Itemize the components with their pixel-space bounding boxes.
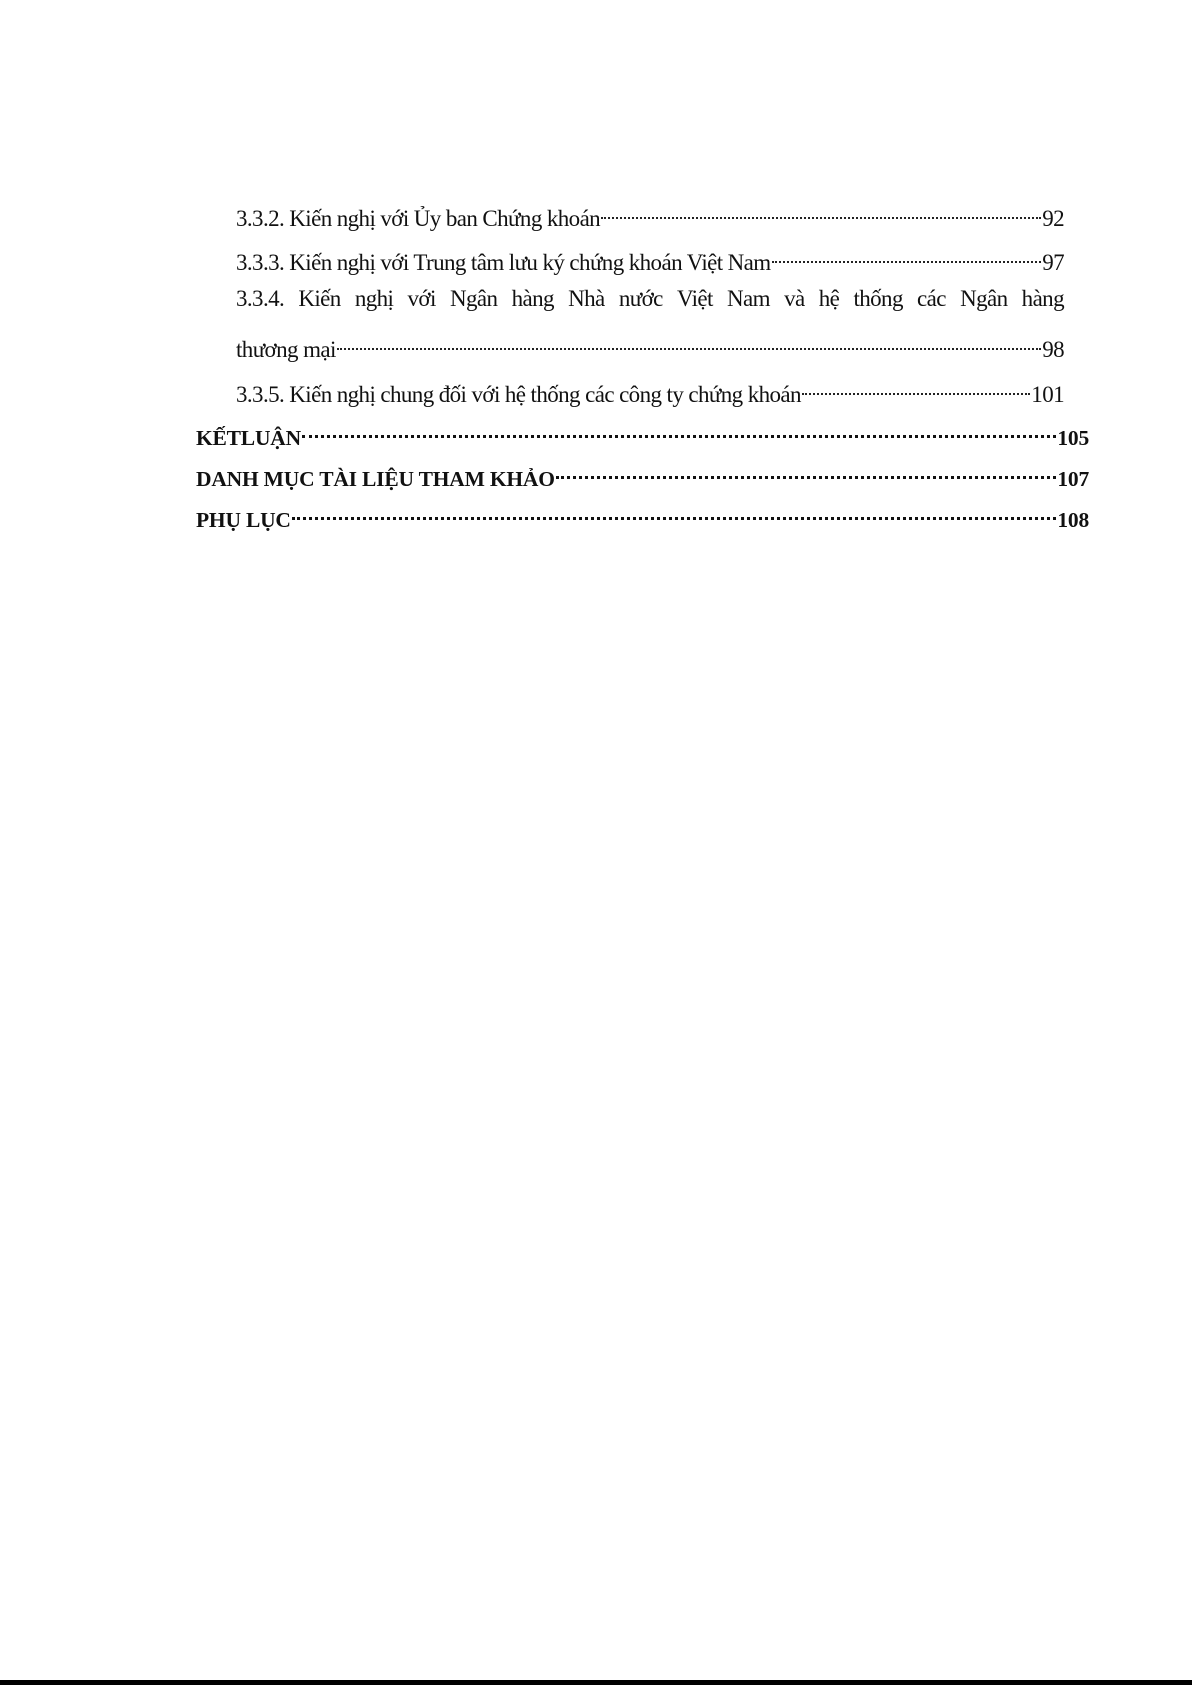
- word: hàng: [1021, 286, 1064, 311]
- toc-entry-title: DANH MỤC TÀI LIỆU THAM KHẢO: [196, 467, 555, 491]
- word: Việt: [676, 286, 713, 311]
- toc-entry-3-3-4: [236, 284, 1064, 362]
- word: 3.3.4.: [236, 286, 285, 311]
- toc-entry-title-line2: [236, 327, 1064, 362]
- toc-entry-title: 3.3.2. Kiến nghị với Ủy ban Chứng khoán: [236, 206, 601, 231]
- toc-entry-references: [196, 456, 1089, 491]
- word: với: [407, 286, 436, 311]
- dot-leader: [772, 240, 1042, 270]
- word: Nam: [726, 286, 770, 311]
- page-bottom-border: [0, 1680, 1192, 1685]
- dot-leader: [292, 497, 1057, 527]
- word: thống: [853, 286, 903, 311]
- toc-entry-page: 108: [1057, 508, 1089, 532]
- toc-entry-title: 3.3.3. Kiến nghị với Trung tâm lưu ký chứng khoán Việt Nam: [236, 250, 771, 275]
- word: Nhà: [568, 286, 605, 311]
- toc-entry-ket-luan: [196, 415, 1089, 450]
- word: nước: [618, 286, 663, 311]
- toc-entry-3-3-2: [236, 196, 1064, 231]
- dot-leader: [556, 456, 1057, 486]
- toc-entry-title-line1: [236, 284, 1064, 314]
- toc-entry-title: PHỤ LỤC: [196, 508, 291, 532]
- toc-entry-page: 101: [1031, 382, 1064, 407]
- word: Ngân: [449, 286, 498, 311]
- word: nghị: [354, 286, 394, 311]
- word: Kiến: [298, 286, 341, 311]
- toc-entry-page: 97: [1042, 250, 1064, 275]
- toc-entry-3-3-3: [236, 240, 1064, 275]
- toc-entry-page: 98: [1042, 337, 1064, 362]
- dot-leader: [601, 196, 1041, 226]
- toc-entry-3-3-5: [236, 372, 1064, 407]
- dot-leader: [802, 372, 1030, 402]
- word: và: [784, 286, 805, 311]
- toc-entry-page: 107: [1057, 467, 1089, 491]
- toc-entry-page: 92: [1042, 206, 1064, 231]
- toc-entry-page: 105: [1057, 426, 1089, 450]
- word: hàng: [511, 286, 554, 311]
- toc-entry-title: 3.3.5. Kiến nghị chung đối với hệ thống các công ty chứng khoán: [236, 382, 801, 407]
- dot-leader: [302, 415, 1056, 445]
- toc-entry-title: KẾTLUẬN: [196, 426, 301, 450]
- word: Ngân: [960, 286, 1008, 311]
- word: các: [917, 286, 946, 311]
- dot-leader: [337, 327, 1041, 357]
- word: hệ: [818, 286, 840, 311]
- toc-entry-appendix: [196, 497, 1089, 532]
- toc-entry-title-cont: thương mại: [236, 337, 336, 362]
